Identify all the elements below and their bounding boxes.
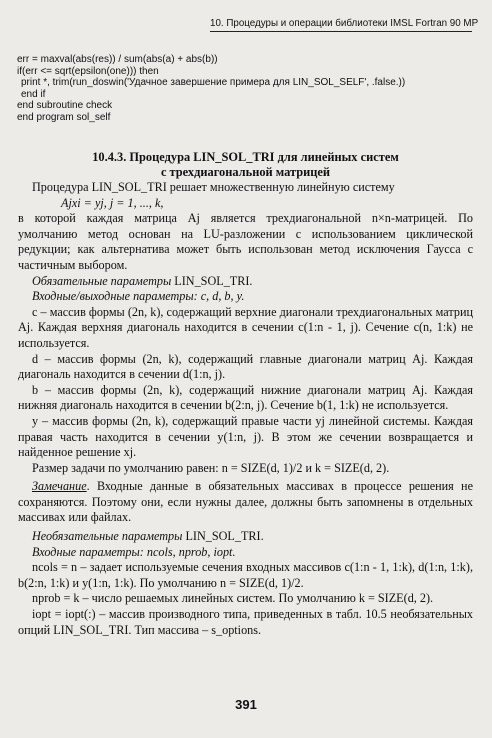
code-line: if(err <= sqrt(epsilon(one))) then: [17, 65, 159, 77]
section-heading: [18, 150, 473, 179]
page-number: 391: [235, 697, 257, 712]
code-line: end subroutine check: [17, 100, 113, 112]
code-line: print *, trim(run_doswin('Удачное завершение примера для LIN_SOL_SELF', .false.)): [21, 77, 406, 89]
param-ncols-description: ncols = n – задает используемые сечения входных массивов c(1:n - 1, 1:k), d(1:n, 1:k), b(2:n, 1:k) и y(1:n, 1:k). По умолчанию n = SIZE(d, 1)/2.: [18, 560, 473, 590]
paragraph: Процедура LIN_SOL_TRI решает множественную линейную систему: [32, 180, 395, 194]
code-line: end program sol_self: [17, 111, 111, 123]
default-size: Размер задачи по умолчанию равен: n = SIZE(d, 1)/2 и k = SIZE(d, 2).: [32, 460, 390, 475]
optional-params-value: LIN_SOL_TRI.: [182, 529, 264, 544]
param-y-description: y – массив формы (2n, k), содержащий правые части yj линейной системы. Каждая правая часть находится в сечении y(1:n, j). В этом же сечении возвращается и найденное решение xj.: [18, 413, 473, 460]
required-params-value: LIN_SOL_TRI.: [171, 273, 253, 288]
param-iopt-description: iopt = iopt(:) – массив производного типа, приведенных в табл. 10.5 необязательных опций LIN_SOL_TRI. Тип массива – s_options.: [18, 607, 473, 637]
section-title-line: 10.4.3. Процедура LIN_SOL_TRI для линейных систем: [92, 150, 399, 164]
note: [18, 479, 473, 526]
body-text: [18, 180, 473, 638]
formula: Ajxi = yj, j = 1, ..., k,: [61, 195, 164, 210]
input-params: [18, 545, 473, 561]
required-params-label: Обязательные параметры: [32, 273, 172, 288]
required-params: [18, 274, 473, 290]
io-params-label: Входные/выходные параметры: [32, 289, 194, 304]
running-header: 10. Процедуры и операции библиотеки IMSL Fortran 90 MP: [210, 18, 472, 32]
code-line: err = maxval(abs(res)) / sum(abs(a) + abs(b)): [17, 54, 218, 65]
input-params-label: Входные параметры: [32, 544, 140, 559]
param-b-description: b – массив формы (2n, k), содержащий нижние диагонали матриц Aj. Каждая нижняя диагональ находится в сечении b(2:n, j). Сечение b(1, 1:k) не используется.: [18, 382, 473, 413]
param-d-description: d – массив формы (2n, k), содержащий главные диагонали матриц Aj. Каждая диагональ находится в сечении d(1:n, j).: [18, 351, 473, 382]
io-params: [18, 289, 473, 305]
optional-params-label: Необязательные параметры: [32, 529, 183, 544]
code-line: end if: [21, 88, 46, 100]
section-title-line: с трехдиагональной матрицей: [160, 164, 331, 179]
paragraph: в которой каждая матрица Aj является трехдиагональной n×n-матрицей. По умолчанию метод основан на LU-разложении с использованием циклической редукции; как альтернатива может быть использован метод исключения Гаусса с частичным выбором.: [18, 211, 473, 272]
optional-params: [18, 529, 473, 545]
param-nprob-description: nprob = k – число решаемых линейных систем. По умолчанию k = SIZE(d, 2).: [32, 591, 434, 606]
note-label: Замечание: [32, 479, 87, 494]
input-params-value: : ncols, nprob, iopt.: [139, 544, 236, 559]
code-listing: [17, 54, 477, 124]
note-text: . Входные данные в обязательных массивах в процессе решения не сохраняются. Поэтому они, если нужны далее, должны быть запомнены в отдельных массивах или файлах.: [18, 479, 473, 525]
io-params-value: : c, d, b, y.: [193, 289, 245, 304]
param-c-description: c – массив формы (2n, k), содержащий верхние диагонали трехдиагональных матриц Aj. Каждая верхняя диагональ находится в сечении c(1:n - 1, j). Сечение c(n, 1:k) не используется.: [18, 304, 473, 350]
